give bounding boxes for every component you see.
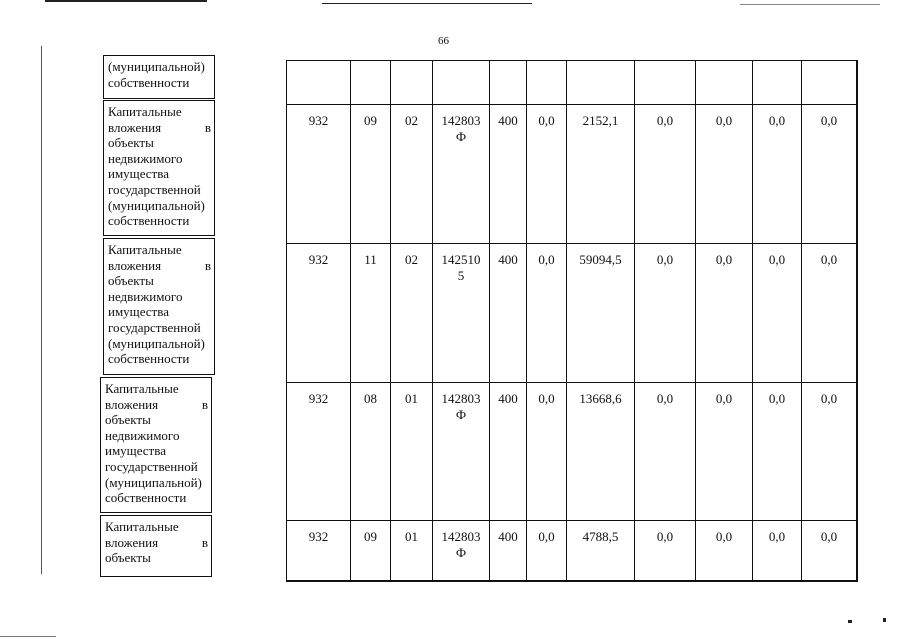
table-right-border [856, 60, 858, 580]
table-cell [489, 60, 526, 104]
table-cell: 13668,6 [566, 382, 634, 520]
table-cell: 0,0 [752, 382, 801, 520]
table-cell: 400 [489, 243, 526, 382]
table-cell-line: Ф [455, 129, 467, 144]
row-name-line: (муниципальной) [105, 474, 202, 490]
table-cell [286, 60, 350, 104]
row-name-word: в [204, 257, 211, 273]
row-name-line: государственной [108, 181, 201, 197]
table-cell: 2152,1 [566, 104, 634, 243]
table-cell-line: Ф [455, 545, 467, 560]
row-name-line: недвижимого [108, 150, 183, 166]
row-name-line: государственной [105, 458, 198, 474]
table-cell: 932 [286, 382, 350, 520]
row-name-line: собственности [108, 213, 190, 229]
row-name-line: объекты [108, 135, 154, 151]
table-cell: 59094,5 [566, 243, 634, 382]
table-cell: 01 [390, 520, 432, 580]
table-cell: 932 [286, 104, 350, 243]
row-name-line: (муниципальной) [108, 197, 205, 213]
table-cell [752, 60, 801, 104]
row-name-cell [103, 55, 215, 99]
table-cell [350, 60, 390, 104]
row-name-line: Капитальные [105, 519, 179, 534]
table-cell [566, 60, 634, 104]
row-name-word: вложения [108, 257, 162, 273]
table-cell: 0,0 [695, 104, 752, 243]
table-cell [432, 60, 489, 104]
table-cell-line: Ф [455, 407, 467, 422]
row-name-line: Капитальные [108, 104, 182, 119]
row-name-line: объекты [105, 412, 151, 428]
row-name-line: (муниципальной) [108, 59, 205, 74]
row-name-line: собственности [108, 74, 190, 90]
table-cell-line: 142510 [441, 252, 481, 267]
scan-artifact-top-right [740, 4, 880, 5]
row-name-line [108, 120, 211, 136]
table-cell: 08 [350, 382, 390, 520]
table-cell: 01 [390, 382, 432, 520]
table-cell-line: 142803 [441, 529, 481, 544]
row-name-line: (муниципальной) [108, 335, 205, 351]
row-name-line: имущества [108, 304, 169, 320]
table-cell [526, 60, 566, 104]
table-cell: 09 [350, 520, 390, 580]
table-cell: 0,0 [526, 520, 566, 580]
table-cell: 4788,5 [566, 520, 634, 580]
table-cell: 0,0 [695, 382, 752, 520]
table-cell: 400 [489, 104, 526, 243]
table-cell [390, 60, 432, 104]
table-cell: 0,0 [634, 382, 695, 520]
row-name-line: объекты [105, 550, 151, 566]
margin-rule [41, 46, 42, 574]
table-cell-line: 142803 [441, 391, 481, 406]
row-name-cell [100, 515, 212, 577]
table-cell: 0,0 [801, 520, 856, 580]
table-cell: 0,0 [695, 243, 752, 382]
table-cell: 0,0 [801, 104, 856, 243]
table-cell: 0,0 [634, 520, 695, 580]
table-cell [432, 520, 489, 580]
table-cell: 0,0 [526, 104, 566, 243]
table-cell: 932 [286, 520, 350, 580]
row-name-word: в [204, 119, 211, 135]
table-cell: 0,0 [634, 243, 695, 382]
scan-artifact-bottom-left [0, 636, 56, 637]
scan-artifact-top-center [322, 3, 532, 4]
table-cell: 400 [489, 382, 526, 520]
table-cell: 0,0 [752, 520, 801, 580]
table-cell [801, 60, 856, 104]
row-name-line: собственности [108, 351, 190, 367]
row-name-line: Капитальные [108, 242, 182, 257]
row-name-line: собственности [105, 490, 187, 506]
table-cell: 0,0 [801, 382, 856, 520]
row-name-line: недвижимого [105, 427, 180, 443]
row-name-line: недвижимого [108, 288, 183, 304]
row-name-line: Капитальные [105, 381, 179, 396]
table-cell-line: 5 [457, 268, 465, 283]
scan-artifact-bottom-right-1 [848, 620, 852, 623]
row-name-word: вложения [105, 396, 159, 412]
row-name-cell [103, 100, 215, 236]
table-cell: 11 [350, 243, 390, 382]
page-number: 66 [438, 35, 449, 47]
row-name-line [105, 397, 208, 413]
table-cell: 0,0 [634, 104, 695, 243]
table-cell-line: 142803 [441, 113, 481, 128]
table-cell: 0,0 [801, 243, 856, 382]
row-name-word: вложения [108, 119, 162, 135]
row-name-line: объекты [108, 273, 154, 289]
row-name-line: имущества [108, 166, 169, 182]
table-cell: 932 [286, 243, 350, 382]
row-name-line [105, 535, 208, 551]
row-name-cell [100, 377, 212, 513]
table-cell: 0,0 [752, 104, 801, 243]
table-cell: 09 [350, 104, 390, 243]
table-cell: 0,0 [752, 243, 801, 382]
table-cell: 0,0 [695, 520, 752, 580]
row-name-word: вложения [105, 534, 159, 550]
row-name-word: в [201, 534, 208, 550]
table-cell [634, 60, 695, 104]
table-cell [432, 104, 489, 243]
table-cell: 02 [390, 104, 432, 243]
row-name-line: имущества [105, 443, 166, 459]
table-cell: 0,0 [526, 382, 566, 520]
table-cell [432, 382, 489, 520]
row-name-line [108, 258, 211, 274]
row-name-word: в [201, 396, 208, 412]
table-cell: 400 [489, 520, 526, 580]
scan-artifact-bottom-right-2 [883, 618, 886, 622]
scan-artifact-top-left [45, 0, 207, 2]
row-name-cell [103, 238, 215, 375]
table-bottom-border [286, 580, 858, 582]
table-cell [695, 60, 752, 104]
table-cell: 02 [390, 243, 432, 382]
table-cell [432, 243, 489, 382]
table-cell: 0,0 [526, 243, 566, 382]
row-name-line: государственной [108, 319, 201, 335]
